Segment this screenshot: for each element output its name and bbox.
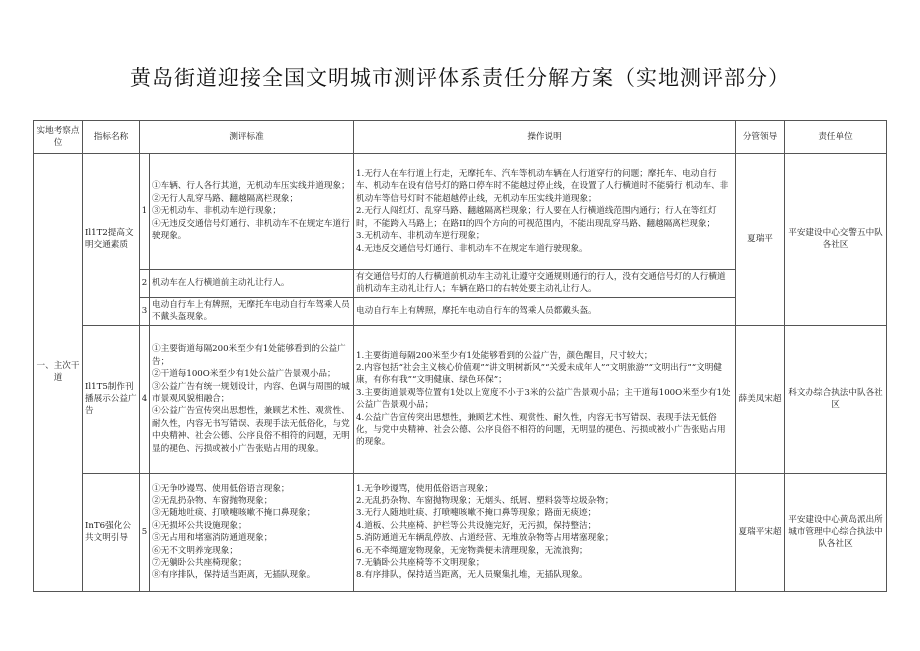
operation-item: 2.无行人闯红灯、乱穿马路、翻越隔离栏现象；行人要在人行横道线范围内通行；行人在等红灯时，不能跨入马路上；在路II的四个方向的可视范围内，不能出现乱穿马路、翻越隔离栏现象； [356,206,717,229]
row-number: 5 [140,473,150,591]
page-title: 黄岛街道迎接全国文明城市测评体系责任分解方案（实地测评部分） [130,66,790,90]
leader-cell: 夏瑞平宋超 [736,473,785,591]
standard-item: ②无乱扔杂物、车窗抛物现象； [152,495,273,506]
standard-cell: 机动车在人行横道前主动礼让行人。 [150,270,354,298]
operation-item: 2.内容包括“社会主义核心价值观”“讲文明树新风”“关爱未成年人”“文明旅游”“文明出行”“文明健康，有你有我”“文明健康、绿色环保”； [356,362,722,386]
row-number: 1 [140,154,150,270]
standard-item: ⑦无躺卧公共座椅现象； [152,557,247,568]
operation-cell: 有交通信号灯的人行横道前机动车主动礼让遵守交通规则通行的行人，没有交通信号灯的人行横道前机动车主动礼让行人；车辆在路口的右转处要主动礼让行人。 [354,270,736,298]
operation-item: 2.无乱扔杂物、车窗抛物现象；无烟头、纸屑、塑料袋等垃圾杂物； [356,495,614,506]
standard-item: ⑥无不文明养宠现象； [152,545,238,556]
unit-cell: 平安建设中心交警五中队各社区 [785,154,887,326]
operation-item: 4.无违反交通信号灯通行、非机动车不在规定车道行驶现象。 [356,243,588,254]
standard-item: ④无违反交通信号灯通行、非机动车不在规定车道行驶现象。 [152,218,350,242]
operation-item: 6.无不牵绳遛宠物现象，无宠物粪便未清理现象，无流浪狗； [356,545,588,556]
standard-item: ②干道每100O米至少有1处公益广告景观小品； [152,369,336,380]
header-leader: 分管领导 [736,121,785,154]
operation-item: 5.消防通道无车辆乱停放、占道经营、无堆放杂物等占用堵塞现象； [356,533,614,544]
row-number: 3 [140,297,150,325]
leader-cell: 薛美凤宋超 [736,325,785,473]
operation-item: 1.无争吵谩骂，使用低俗语言现象； [356,483,494,494]
standard-item: ①车辆、行人各行其道，无机动车压实线并道现象； [152,181,350,192]
table-row [34,473,887,591]
header-standard: 测评标准 [140,121,354,154]
table-row [34,154,887,270]
indicator-cell: Il1T2提高文明交通素质 [83,154,140,326]
operation-item: 1.主要街道每隔200米至少有1处能够看到的公益广告，颜色醒目，尺寸较大； [356,350,653,361]
unit-cell: 科文办综合执法中队各社区 [785,325,887,473]
standard-item: ①无争吵谩骂、使用低俗语言现象； [152,483,290,494]
header-operation: 操作说明 [354,121,736,154]
header-inspection-point: 实地考察点位 [34,121,83,154]
standard-item: ④无损坏公共设施现象； [152,520,247,531]
operation-item: 3.无行人随地吐痰、打喷嚏咳嗽不掩口鼻等现象；路面无痰迹； [356,508,597,519]
operation-item: 3.主要街道景观等位置有1处以上宽度不小于3米的公益广告景观小品；主干道每100O米至少有1处公益广告景观小品； [356,387,731,411]
operation-item: 1.无行人在车行道上行走，无摩托车、汽车等机动车辆在人行道穿行的问题；摩托车、电动自行车、机动车在设有信号灯的路口停车时不能越过停止线，在设置了人行横道时不能骑行 机动车、非机动车等信号灯时不能超越停止线，无机动车压实线并道现象； [356,169,729,204]
row-number: 4 [140,325,150,473]
standard-cell [150,473,354,591]
standard-item: ③公益广告有统一规划设计，内容、色调与周围的城市景观风貌相融合； [152,381,350,404]
indicator-cell: InT6强化公共文明引导 [83,473,140,591]
header-indicator: 指标名称 [83,121,140,154]
standard-cell: 电动自行车上有牌照，无摩托车电动自行车驾乘人员不戴头盔现象。 [150,297,354,325]
operation-item: 7.无躺卧公共座椅等不文明现象； [356,557,485,568]
leader-cell: 夏瑞平 [736,154,785,326]
standard-item: ①主要街道每隔200米至少有1处能够看到的公益广告； [152,344,346,367]
operation-cell [354,325,736,473]
operation-cell [354,154,736,270]
standard-item: ⑧有序排队，保持适当距离，无插队现象。 [152,570,316,581]
standard-cell [150,325,354,473]
header-row [34,121,887,154]
operation-cell: 电动自行车上有牌照，摩托车电动自行车的驾乘人员都戴头盔。 [354,297,736,325]
table-row [34,325,887,473]
standard-item: ④公益广告宣传突出思想性，兼顾艺术性、观赏性、耐久性，内容无书写错误、表现手法无低俗化，与党中央精神、社会公德、公序良俗不相符的问题，无明显的褪色、污损或被小广告张贴占用的现象。 [152,406,350,454]
operation-item: 4.道板、公共座椅、护栏等公共设施完好，无污损，保持整洁； [356,520,597,531]
unit-cell: 平安建设中心黄岛派出所城市管理中心综合执法中队各社区 [785,473,887,591]
responsibility-table [33,120,887,592]
standard-cell [150,154,354,270]
standard-item: ③无机动车、非机动车逆行现象； [152,206,281,217]
standard-item: ⑤无占用和堵塞消防通道现象； [152,533,273,544]
row-number: 2 [140,270,150,298]
header-unit: 责任单位 [785,121,887,154]
standard-item: ②无行人乱穿马路、翻越隔离栏现象； [152,193,299,204]
operation-cell [354,473,736,591]
operation-item: 4.公益广告宣传突出思想性，兼顾艺术性、观赏性、耐久性，内容无书写错误、表现手法无低俗化，与党中央精神、社会公德、公序良俗不相符的问题，无明显的褪色、污损或被小广告张贴占用的现象。 [356,412,726,448]
indicator-cell: Il1T5制作刊播展示公益广告 [83,325,140,473]
operation-item: 3.无机动车、非机动车逆行现象； [356,231,485,242]
standard-item: ③无随地吐痰、打喷嚏咳嗽不掩口鼻现象； [152,508,316,519]
operation-item: 8.有序排队，保持适当距离，无人员聚集扎堆，无插队现象。 [356,570,588,581]
category-cell: 一、主次干道 [34,154,83,592]
